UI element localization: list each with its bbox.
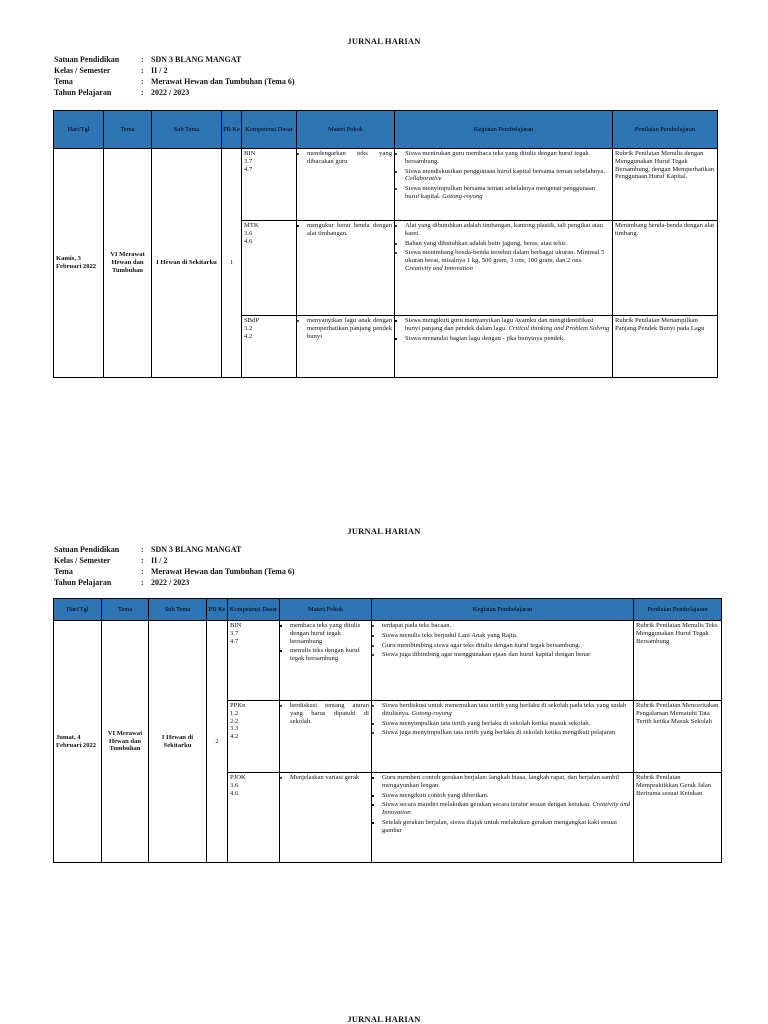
materi-cell: [297, 149, 395, 221]
info-value: II / 2: [151, 556, 168, 565]
header-tema: Tema: [102, 599, 149, 621]
header-kegiatan: Kegiatan Pembelajaran: [395, 111, 613, 149]
journal-info-2: Satuan Pendidikan : SDN 3 BLANG MANGAT Kelas / Semester : II / 2 Tema : Merawat Hewan dan Tumbuhan (Tema 6) Tahun Pelajaran : 2022 / 2023: [54, 545, 295, 587]
kd-code: 3.2: [244, 324, 253, 332]
header-kd: Kompetensi Dasar: [228, 599, 280, 621]
kegiatan-item: • Siswa menyimpulkan bersama teman sebelahnya mengenai penggunaan huruf kapital. Gotong-royong: [405, 185, 610, 201]
kegiatan-cell: [372, 773, 634, 863]
kegiatan-item: • Siswa menirukan guru membaca teks yang ditulis dengan huruf tegak bersambung.: [405, 150, 610, 166]
pb-cell: 1: [222, 149, 242, 378]
journal-title-3: JURNAL HARIAN: [347, 1014, 421, 1024]
kegiatan-item: ▪ Siswa mengikuti contoh yang diberikan.: [382, 792, 631, 800]
kegiatan-item: • Siswa juga menyimpulkan tata tertib yang berlaku di sekolah ketika mengikuti pelajaran: [382, 729, 631, 737]
kegiatan-item: ▪ Guru memberi contoh gerakan berjalan: langkah biasa, langkah rapat, dan berjalan sambil mengayunkan lengan.: [382, 774, 631, 790]
kd-code: 4.6: [244, 237, 253, 245]
kegiatan-item: • Siswa menimbang benda-benda tersebut dalam berbagai ukuran. Minimal 5 ukuran berat, misalnya 1 kg, 500 gram, 3 ons, 100 gram, dan 2 ons. Creativity and Innovation: [405, 249, 610, 272]
kegiatan-cell: [395, 316, 613, 378]
header-tema: Tema: [104, 111, 152, 149]
header-hari: Hari/Tgl: [54, 599, 102, 621]
info-value: Merawat Hewan dan Tumbuhan (Tema 6): [151, 567, 295, 576]
kd-code: 1.2: [230, 709, 239, 717]
header-penilaian: Penilaian Pembelajaran: [613, 111, 718, 149]
kd-code: 4.7: [230, 637, 239, 645]
header-pb: PB Ke: [207, 599, 228, 621]
kd-cell: [242, 316, 297, 378]
info-label: Kelas / Semester: [54, 66, 111, 75]
info-label: Satuan Pendidikan: [54, 55, 120, 64]
kd-code: 3.6: [244, 229, 253, 237]
kegiatan-item: ▪ Siswa secara mandiri melakukan gerakan secara teratur sesuai dengan ketukan. Creativity and Innovation: [382, 801, 631, 817]
info-label: Satuan Pendidikan: [54, 545, 120, 554]
header-subtema: Sub Tema: [149, 599, 207, 621]
penilaian-cell: Menimbang benda-benda dengan alat timbang.: [613, 221, 718, 316]
penilaian-cell: Rubrik Penilaian Menulis Teks Menggunakan Huruf Tegak Bersambung: [634, 621, 722, 701]
info-value: II / 2: [151, 66, 168, 75]
kd-code: 4.7: [244, 165, 253, 173]
info-value: 2022 / 2023: [151, 578, 190, 587]
kegiatan-cell: [395, 149, 613, 221]
kd-code: 2.2: [230, 717, 239, 725]
materi-item: ▪ mengukur berat benda dengan alat timbangan.: [307, 222, 392, 238]
header-kd: Kompetensi Dasar: [242, 111, 297, 149]
subtema-cell: I Hewan di Sekitarku: [149, 621, 207, 863]
kd-code: 3.3: [230, 725, 239, 733]
materi-item: • berdiskusi tentang aturan yang harus dipatuhi di sekolah.: [290, 702, 369, 725]
header-subtema: Sub Tema: [152, 111, 222, 149]
kd-code: 4.6: [230, 789, 239, 797]
info-label: Kelas / Semester: [54, 556, 111, 565]
kd-subject: SBdP: [244, 317, 260, 324]
kegiatan-item: ▪ Siswa menandai bagian lagu dengan - jika bunyinya pendek.: [405, 335, 610, 343]
materi-item: • menyanyikan lagu anak dengan memperhatikan panjang pendek bunyi: [307, 317, 392, 340]
info-value: SDN 3 BLANG MANGAT: [151, 545, 242, 554]
kd-code: 3.7: [230, 629, 239, 637]
kd-code: 3.7: [244, 157, 253, 165]
header-materi: Materi Pokok: [297, 111, 395, 149]
tema-cell: VI Merawat Hewan dan Tumbuhan: [104, 149, 152, 378]
journal-table-1: [53, 110, 718, 378]
kegiatan-item: • Siswa mendiskusikan penggunaan huruf kapital bersama teman sebelahnya. Collaborative: [405, 168, 610, 184]
materi-cell: [280, 621, 372, 701]
kd-subject: PPKn: [230, 702, 246, 709]
kegiatan-item: • Guru membimbing siswa agar teks ditulis dengan huruf tegak bersambung.: [382, 642, 631, 650]
info-label: Tema: [54, 77, 73, 86]
kd-cell: [228, 621, 280, 701]
info-label: Tahun Pelajaran: [54, 88, 112, 97]
kd-subject: PJOK: [230, 774, 246, 781]
materi-item: • Menjelaskan variasi gerak: [290, 774, 369, 782]
kegiatan-item: ▪ Setelah gerakan berjalan, siswa diajak untuk melakukan gerakan mengangkat kaki sesuai gambar: [382, 819, 631, 835]
kd-subject: MTK: [244, 222, 259, 229]
tema-cell: VI Merawat Hewan dan Tumbuhan: [102, 621, 149, 863]
journal-title-1: JURNAL HARIAN: [347, 36, 421, 46]
kd-subject: BIN: [230, 622, 242, 629]
kegiatan-item: • Siswa juga dibimbing agar menggunakan ejaan dan huruf kapital dengan benar: [382, 651, 631, 659]
materi-cell: [297, 221, 395, 316]
kegiatan-cell: [372, 701, 634, 773]
journal-table-2: [53, 598, 722, 863]
kegiatan-item: ▪ Siswa mengikuti guru menyanyikan lagu Ayamku dan mengidentifikasi bunyi panjang dan pendek dalam lagu. Critical thinking and Problem Solving: [405, 317, 610, 333]
kegiatan-item: • Siswa berdiskusi untuk menemukan tata tertib yang berlaku di sekolah pada teks yang sudah ditulisnya. Gotong-royong: [382, 702, 631, 718]
journal-info-1: Satuan Pendidikan : SDN 3 BLANG MANGAT Kelas / Semester : II / 2 Tema : Merawat Hewan dan Tumbuhan (Tema 6) Tahun Pelajaran : 2022 / 2023: [54, 55, 295, 97]
materi-cell: [280, 773, 372, 863]
kegiatan-item: • Bahan yang dibutuhkan adalah butir jagung, beras, atau telur.: [405, 240, 610, 248]
materi-cell: [297, 316, 395, 378]
header-penilaian: Penilaian Pembelajaran: [634, 599, 722, 621]
penilaian-cell: Rubrik Penilaian Mempraktikkan Gerak Jalan Berirama sesuai Ketukan: [634, 773, 722, 863]
info-value: 2022 / 2023: [151, 88, 190, 97]
kd-cell: [228, 701, 280, 773]
day-cell: Jumat, 4 Februari 2022: [54, 621, 102, 863]
pb-cell: 2: [207, 621, 228, 863]
penilaian-cell: Rubrik Penilaian Menulis dengan Menggunakan Huruf Tegak Bersambung, dengan Memperhatikan Penggunaan Huruf Kapital.: [613, 149, 718, 221]
kegiatan-item: • Siswa menyimpulkan tata tertib yang berlaku di sekolah ketika masuk sekolah.: [382, 720, 631, 728]
kd-subject: BIN: [244, 150, 256, 157]
header-hari: Hari/Tgl: [54, 111, 104, 149]
journal-title-2: JURNAL HARIAN: [347, 526, 421, 536]
kd-cell: [242, 149, 297, 221]
info-label: Tahun Pelajaran: [54, 578, 112, 587]
kegiatan-item: • Alat yang dibutuhkan adalah timbangan, kantong plastik, tali pengikat atau karet.: [405, 222, 610, 238]
kd-cell: [242, 221, 297, 316]
penilaian-cell: Rubrik Penilaian Menampilkan Panjang Pendek Bunyi pada Lagu: [613, 316, 718, 378]
kd-code: 3.6: [230, 781, 239, 789]
header-materi: Materi Pokok: [280, 599, 372, 621]
kegiatan-item: • terdapat pada teks bacaan.: [382, 622, 631, 630]
info-value: Merawat Hewan dan Tumbuhan (Tema 6): [151, 77, 295, 86]
info-label: Tema: [54, 567, 73, 576]
info-value: SDN 3 BLANG MANGAT: [151, 55, 242, 64]
day-cell: Kamis, 3 Februari 2022: [54, 149, 104, 378]
materi-item: ▪ membaca teks yang ditulis dengan huruf tegak bersambung: [290, 622, 369, 645]
header-pb: PB Ke: [222, 111, 242, 149]
kd-code: 4.2: [230, 733, 239, 741]
materi-item: ▪ menulis teks dengan huruf tegak bersambung: [290, 647, 369, 663]
table-row: [54, 149, 718, 221]
kegiatan-cell: [372, 621, 634, 701]
materi-item: • mendengarkan teks yang dibacakan guru: [307, 150, 392, 166]
materi-cell: [280, 701, 372, 773]
header-kegiatan: Kegiatan Pembelajaran: [372, 599, 634, 621]
table-row: [54, 621, 722, 701]
penilaian-cell: Rubrik Penilaian Menceritakan Pengalaman Mematuhi Tata Tertib ketika Masuk Sekolah: [634, 701, 722, 773]
kd-cell: [228, 773, 280, 863]
kegiatan-item: • Siswa menulis teks berjudul Lani Anak yang Rajin.: [382, 632, 631, 640]
kegiatan-cell: [395, 221, 613, 316]
subtema-cell: I Hewan di Sekitarku: [152, 149, 222, 378]
kd-code: 4.2: [244, 332, 253, 340]
